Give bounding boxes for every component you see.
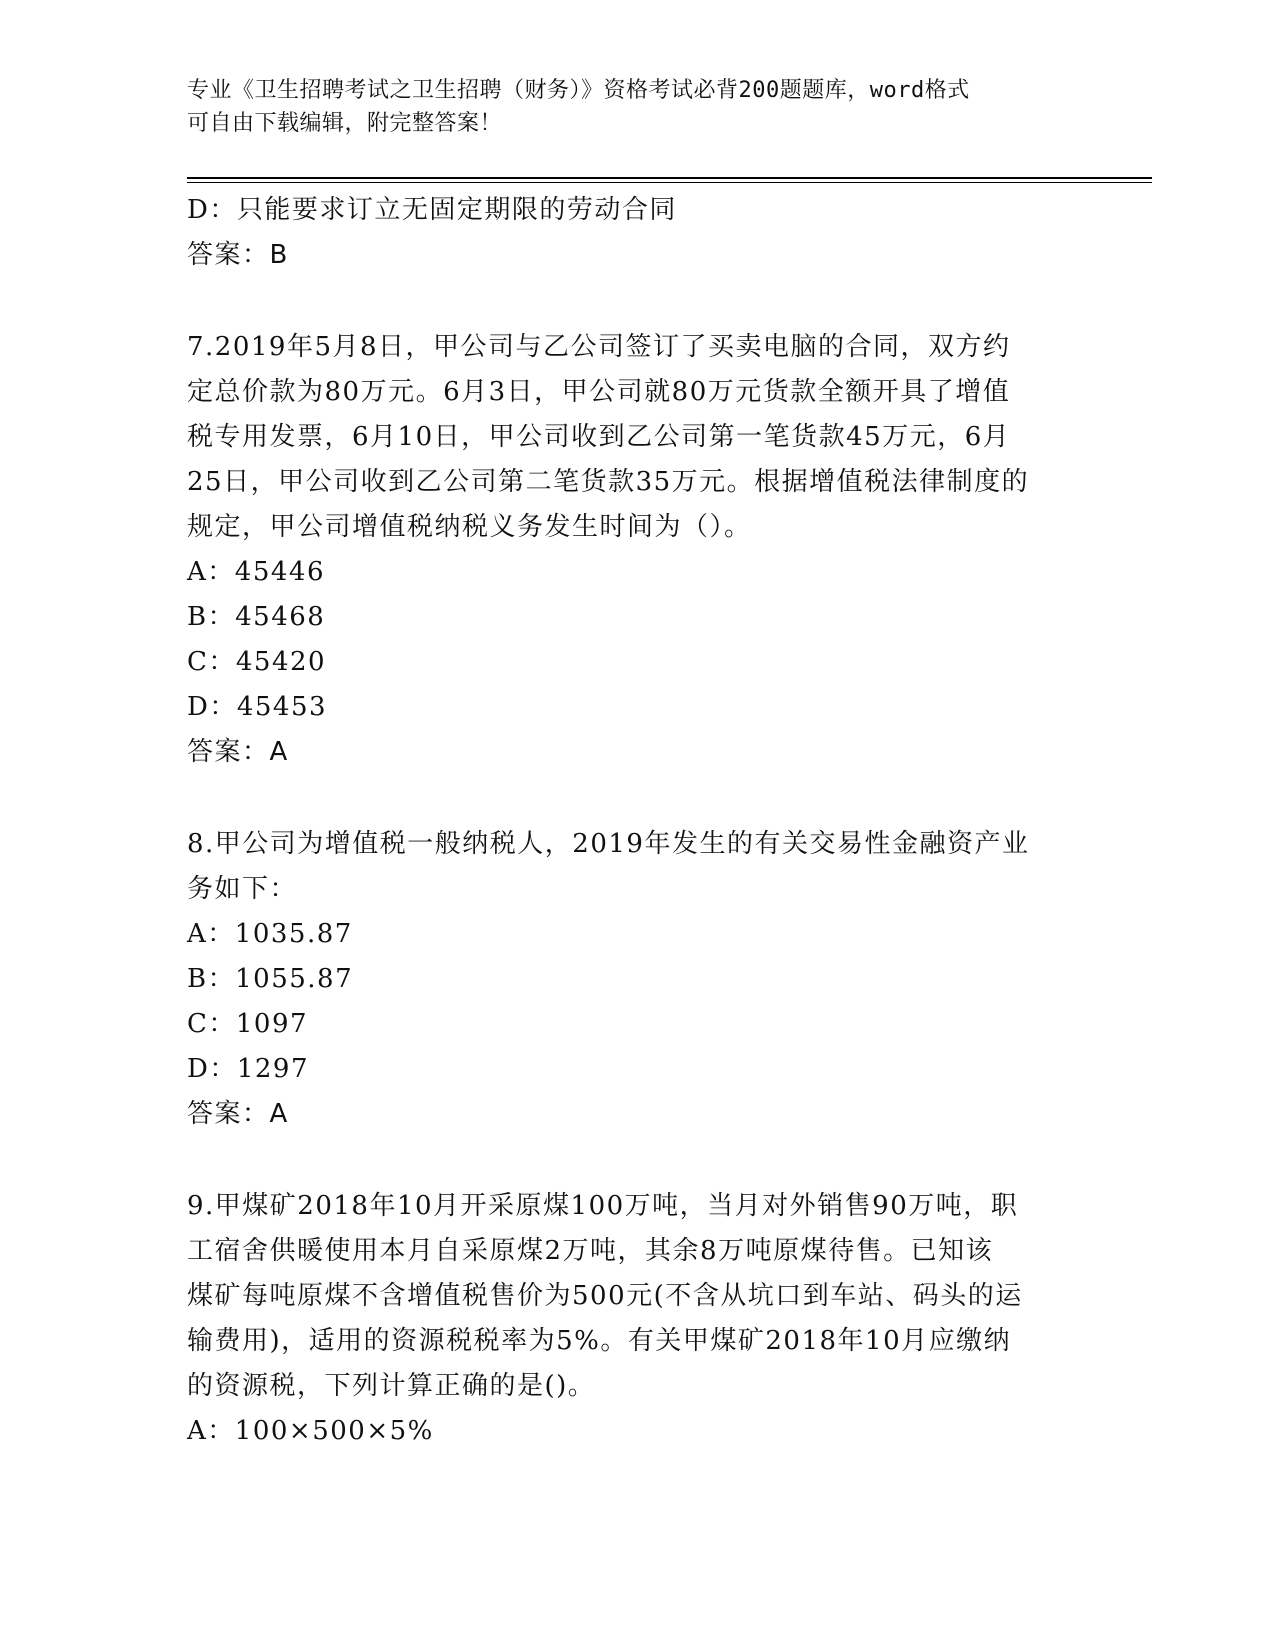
question-7 bbox=[187, 325, 1087, 775]
previous-question-tail bbox=[187, 188, 1087, 278]
spacer bbox=[187, 1137, 1087, 1184]
header-divider-thin bbox=[187, 182, 1152, 183]
question-stem-line: 工宿舍供暖使用本月自采原煤2万吨，其余8万吨原煤待售。已知该 bbox=[187, 1236, 994, 1266]
document-header bbox=[187, 74, 1087, 140]
option-d: D：45453 bbox=[187, 692, 328, 722]
question-8 bbox=[187, 822, 1087, 1137]
question-stem-line: 定总价款为80万元。6月3日，甲公司就80万元货款全额开具了增值 bbox=[187, 377, 1011, 407]
question-stem-line: 输费用)，适用的资源税税率为5%。有关甲煤矿2018年10月应缴纳 bbox=[187, 1326, 1012, 1356]
option-d: D：只能要求订立无固定期限的劳动合同 bbox=[187, 195, 677, 225]
question-9 bbox=[187, 1184, 1087, 1454]
question-stem-line: 税专用发票，6月10日，甲公司收到乙公司第一笔货款45万元，6月 bbox=[187, 422, 1011, 452]
option-b: B：45468 bbox=[187, 602, 326, 632]
document-body bbox=[187, 188, 1087, 1454]
question-stem-line: 务如下： bbox=[187, 874, 298, 904]
question-stem-line: 25日，甲公司收到乙公司第二笔货款35万元。根据增值税法律制度的 bbox=[187, 467, 1030, 497]
question-stem-line: 8.甲公司为增值税一般纳税人，2019年发生的有关交易性金融资产业 bbox=[187, 829, 1030, 859]
header-divider-thick bbox=[187, 177, 1152, 179]
spacer bbox=[187, 775, 1087, 822]
option-a: A：100×500×5% bbox=[187, 1416, 434, 1446]
header-line-2: 可自由下载编辑，附完整答案！ bbox=[187, 111, 503, 136]
option-c: C：45420 bbox=[187, 647, 327, 677]
answer-line: 答案：B bbox=[187, 240, 289, 270]
option-a: A：1035.87 bbox=[187, 919, 353, 949]
answer-line: 答案：A bbox=[187, 737, 289, 767]
option-d: D：1297 bbox=[187, 1054, 310, 1084]
option-c: C：1097 bbox=[187, 1009, 309, 1039]
question-stem-line: 的资源税，下列计算正确的是()。 bbox=[187, 1371, 596, 1401]
option-a: A：45446 bbox=[187, 557, 325, 587]
spacer bbox=[187, 278, 1087, 325]
question-stem-line: 规定，甲公司增值税纳税义务发生时间为（）。 bbox=[187, 512, 752, 542]
question-stem-line: 7.2019年5月8日，甲公司与乙公司签订了买卖电脑的合同，双方约 bbox=[187, 332, 1011, 362]
option-b: B：1055.87 bbox=[187, 964, 354, 994]
question-stem-line: 9.甲煤矿2018年10月开采原煤100万吨，当月对外销售90万吨，职 bbox=[187, 1191, 1019, 1221]
question-stem-line: 煤矿每吨原煤不含增值税售价为500元(不含从坑口到车站、码头的运 bbox=[187, 1281, 1023, 1311]
header-line-1: 专业《卫生招聘考试之卫生招聘（财务）》资格考试必背200题题库，word格式 bbox=[187, 78, 970, 103]
answer-line: 答案：A bbox=[187, 1099, 289, 1129]
